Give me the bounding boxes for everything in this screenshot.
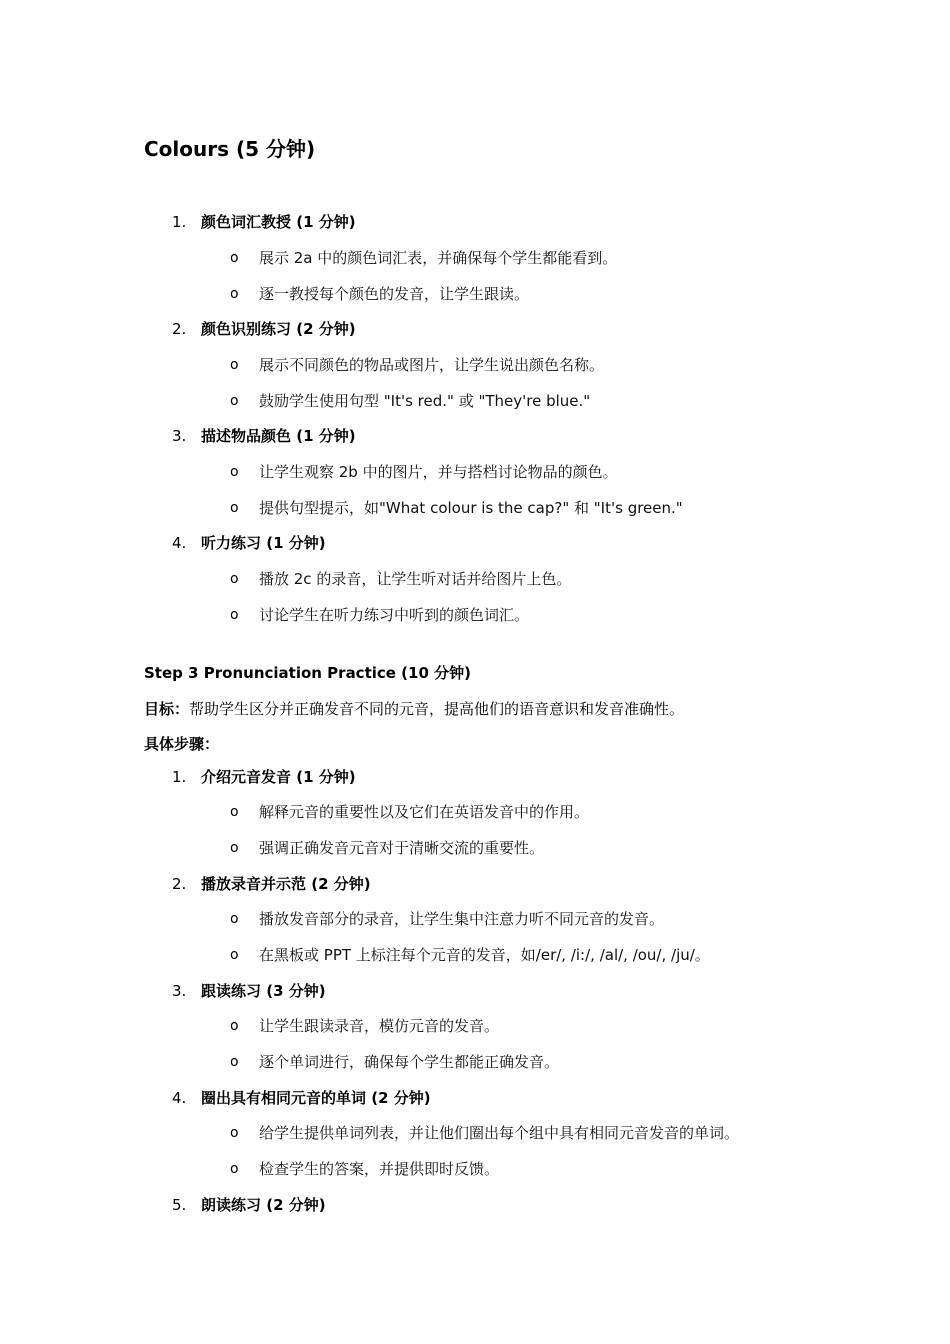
- bullet-marker: o: [230, 357, 239, 373]
- bullet-marker: o: [230, 607, 239, 623]
- item-number: 4.: [172, 1089, 187, 1107]
- bullet-marker: o: [230, 840, 239, 856]
- bullet-marker: o: [230, 571, 239, 587]
- item-number: 5.: [172, 1196, 187, 1214]
- bullet-marker: o: [230, 804, 239, 820]
- section-title-colours: Colours (5 分钟): [144, 137, 316, 161]
- bullet-marker: o: [230, 1054, 239, 1070]
- bullet-text: 提供句型提示，如"What colour is the cap?" 和 "It's green.": [259, 499, 683, 517]
- item-title: 介绍元音发音 (1 分钟): [201, 768, 356, 786]
- item-title: 圈出具有相同元音的单词 (2 分钟): [201, 1089, 431, 1107]
- bullet-marker: o: [230, 500, 239, 516]
- item-title: 颜色词汇教授 (1 分钟): [201, 213, 356, 231]
- bullet-text: 让学生观察 2b 中的图片，并与搭档讨论物品的颜色。: [259, 463, 618, 481]
- bullet-marker: o: [230, 250, 239, 266]
- bullet-text: 强调正确发音元音对于清晰交流的重要性。: [259, 839, 545, 857]
- goal-paragraph: [144, 697, 684, 721]
- item-number: 3.: [172, 427, 187, 445]
- section-heading-step3: Step 3 Pronunciation Practice (10 分钟): [144, 664, 471, 682]
- bullet-text: 解释元音的重要性以及它们在英语发音中的作用。: [259, 803, 590, 821]
- bullet-text: 展示不同颜色的物品或图片，让学生说出颜色名称。: [259, 356, 605, 374]
- bullet-text: 在黑板或 PPT 上标注每个元音的发音，如/er/, /i:/, /al/, /ou/, /ju/。: [259, 946, 710, 964]
- bullet-marker: o: [230, 1018, 239, 1034]
- item-title: 播放录音并示范 (2 分钟): [201, 875, 371, 893]
- item-title: 颜色识别练习 (2 分钟): [201, 320, 356, 338]
- item-title: 描述物品颜色 (1 分钟): [201, 427, 356, 445]
- bullet-marker: o: [230, 1125, 239, 1141]
- bullet-text: 逐一教授每个颜色的发音，让学生跟读。: [259, 285, 530, 303]
- bullet-text: 讨论学生在听力练习中听到的颜色词汇。: [259, 606, 530, 624]
- item-number: 3.: [172, 982, 187, 1000]
- item-number: 2.: [172, 875, 187, 893]
- item-title: 听力练习 (1 分钟): [201, 534, 326, 552]
- bullet-marker: o: [230, 286, 239, 302]
- bullet-text: 播放发音部分的录音，让学生集中注意力听不同元音的发音。: [259, 910, 665, 928]
- bullet-marker: o: [230, 393, 239, 409]
- bullet-text: 展示 2a 中的颜色词汇表，并确保每个学生都能看到。: [259, 249, 618, 267]
- item-title: 跟读练习 (3 分钟): [201, 982, 326, 1000]
- bullet-marker: o: [230, 1161, 239, 1177]
- bullet-text: 给学生提供单词列表，并让他们圈出每个组中具有相同元音发音的单词。: [259, 1124, 740, 1142]
- bullet-text: 检查学生的答案，并提供即时反馈。: [259, 1160, 500, 1178]
- bullet-marker: o: [230, 464, 239, 480]
- bullet-marker: o: [230, 947, 239, 963]
- item-title: 朗读练习 (2 分钟): [201, 1196, 326, 1214]
- bullet-text: 让学生跟读录音，模仿元音的发音。: [259, 1017, 500, 1035]
- bullet-text: 鼓励学生使用句型 "It's red." 或 "They're blue.": [259, 392, 591, 410]
- item-number: 2.: [172, 320, 187, 338]
- item-number: 4.: [172, 534, 187, 552]
- bullet-marker: o: [230, 911, 239, 927]
- bullet-text: 逐个单词进行，确保每个学生都能正确发音。: [259, 1053, 560, 1071]
- goal-label: 目标：: [144, 700, 190, 718]
- item-number: 1.: [172, 213, 187, 231]
- goal-text: 帮助学生区分并正确发音不同的元音，提高他们的语音意识和发音准确性。: [189, 700, 685, 718]
- item-number: 1.: [172, 768, 187, 786]
- bullet-text: 播放 2c 的录音，让学生听对话并给图片上色。: [259, 570, 572, 588]
- steps-label: 具体步骤：: [144, 735, 220, 753]
